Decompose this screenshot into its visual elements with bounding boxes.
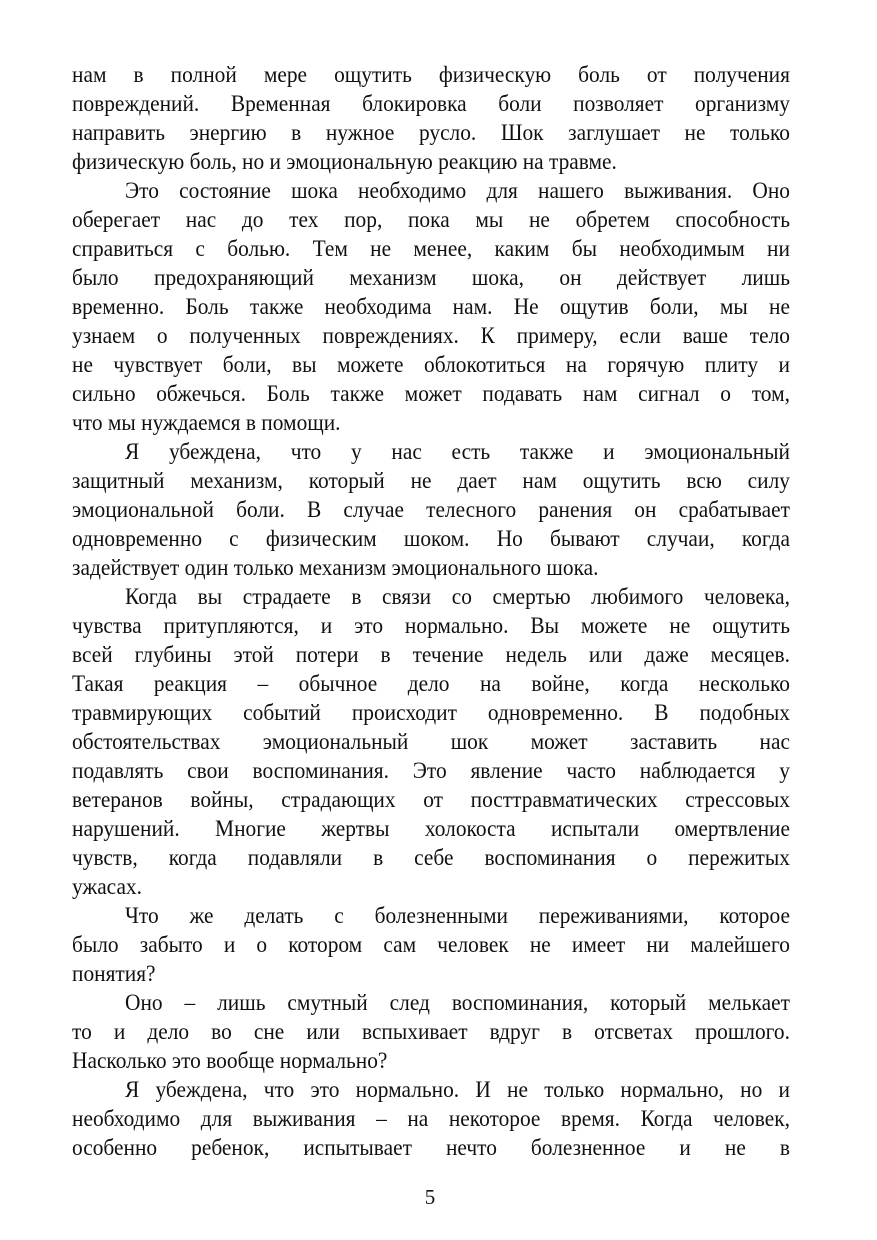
text-line: необходимо для выживания – на некоторое время. Когда человек, [72, 1106, 790, 1131]
text-line: ветеранов войны, страдающих от посттравматических стрессовых [72, 787, 790, 812]
text-line: что мы нуждаемся в помощи. [72, 410, 341, 435]
text-line: оберегает нас до тех пор, пока мы не обретем способность [72, 207, 790, 232]
text-line: нам в полной мере ощутить физическую боль от получения [72, 62, 790, 87]
paragraph [72, 437, 790, 582]
paragraph [72, 901, 790, 988]
text-line: Такая реакция – обычное дело на войне, когда несколько [72, 671, 790, 696]
body-text [72, 60, 790, 1162]
text-line: повреждений. Временная блокировка боли позволяет организму [72, 91, 790, 116]
text-line: физическую боль, но и эмоциональную реакцию на травме. [72, 149, 617, 174]
text-line: чувств, когда подавляли в себе воспоминания о пережитых [72, 845, 790, 870]
text-line: подавлять свои воспоминания. Это явление часто наблюдается у [72, 758, 790, 783]
text-line: всей глубины этой потери в течение недель или даже месяцев. [72, 642, 790, 667]
text-line: временно. Боль также необходима нам. Не ощутив боли, мы не [72, 294, 790, 319]
paragraph [72, 60, 790, 176]
text-line: Когда вы страдаете в связи со смертью любимого человека, [125, 584, 790, 609]
text-line: Насколько это вообще нормально? [72, 1048, 388, 1073]
text-line: сильно обжечься. Боль также может подавать нам сигнал о том, [72, 381, 790, 406]
text-line: обстоятельствах эмоциональный шок может заставить нас [72, 729, 790, 754]
text-line: было предохраняющий механизм шока, он действует лишь [72, 265, 790, 290]
text-line: травмирующих событий происходит одновременно. В подобных [72, 700, 790, 725]
text-line: понятия? [72, 961, 156, 986]
paragraph [72, 988, 790, 1075]
text-line: эмоциональной боли. В случае телесного ранения он срабатывает [72, 497, 790, 522]
text-line: направить энергию в нужное русло. Шок заглушает не только [72, 120, 790, 145]
text-line: ужасах. [72, 874, 142, 899]
text-line: Я убеждена, что это нормально. И не только нормально, но и [125, 1077, 790, 1102]
page-number: 5 [424, 1185, 436, 1209]
text-line: то и дело во сне или вспыхивает вдруг в отсветах прошлого. [72, 1019, 790, 1044]
paragraph [72, 582, 790, 901]
text-line: узнаем о полученных повреждениях. К примеру, если ваше тело [72, 323, 790, 348]
text-line: особенно ребенок, испытывает нечто болезненное и не в [72, 1135, 790, 1160]
text-line: задействует один только механизм эмоционального шока. [72, 555, 599, 580]
body-text-inner [72, 60, 790, 1162]
text-line: Оно – лишь смутный след воспоминания, который мелькает [125, 990, 790, 1015]
paragraph [72, 176, 790, 437]
text-line: справиться с болью. Тем не менее, каким бы необходимым ни [72, 236, 790, 261]
text-line: Я убеждена, что у нас есть также и эмоциональный [125, 439, 790, 464]
text-line: Что же делать с болезненными переживаниями, которое [125, 903, 790, 928]
text-line: защитный механизм, который не дает нам ощутить всю силу [72, 468, 790, 493]
text-line: нарушений. Многие жертвы холокоста испытали омертвление [72, 816, 790, 841]
text-line: чувства притупляются, и это нормально. Вы можете не ощутить [72, 613, 790, 638]
text-line: было забыто и о котором сам человек не имеет ни малейшего [72, 932, 790, 957]
text-line: одновременно с физическим шоком. Но бывают случаи, когда [72, 526, 790, 551]
text-line: Это состояние шока необходимо для нашего выживания. Оно [125, 178, 790, 203]
paragraph [72, 1075, 790, 1162]
text-line: не чувствует боли, вы можете облокотиться на горячую плиту и [72, 352, 790, 377]
